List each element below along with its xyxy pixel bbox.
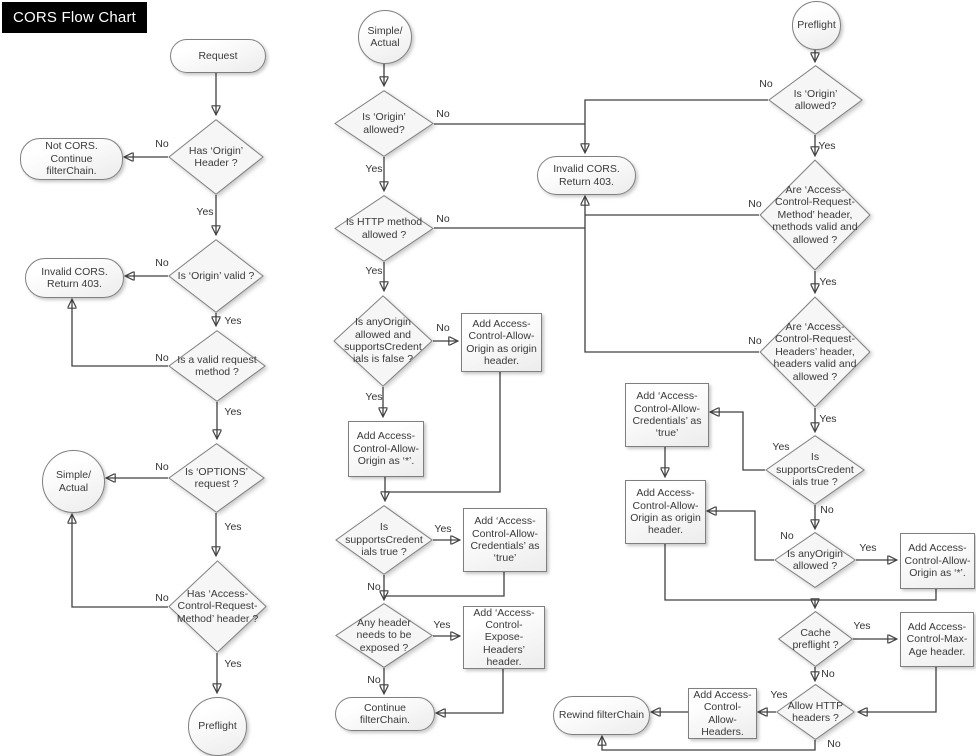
node-label: Request: [198, 49, 238, 62]
node-label: Are ‘Access-Control-Request-Headers’ header, headers valid and allowed ?: [773, 321, 857, 383]
allow-http-headers-decision: [776, 684, 855, 740]
add-allow-headers-process: [688, 688, 757, 739]
node-label: Is HTTP method allowed ?: [345, 216, 423, 241]
node-label: Add ‘Access-Control-Allow-Credentials’ as ‘true’: [470, 515, 540, 565]
edge-label-yes: Yes: [434, 523, 452, 535]
edge-label-no: No: [367, 581, 381, 593]
node-label: Is ‘OPTIONS’ request ?: [184, 465, 248, 490]
node-label: Has ‘Access-Control-Request-Method’ header ?: [176, 587, 259, 625]
mid-add-origin-header-process: [461, 313, 542, 372]
simple-actual-left-connector: [42, 450, 105, 513]
mid-http-method-decision: [334, 195, 434, 262]
node-label: Has ‘Origin’ Header ?: [188, 144, 244, 169]
node-label: Are ‘Access-Control-Request-Method’ header, methods valid and allowed ?: [772, 184, 858, 246]
node-label: Add ‘Access-Control-Allow-Credentials’ as ‘true’: [632, 390, 702, 440]
right-add-credentials-process: [625, 383, 709, 447]
add-max-age-process: [900, 612, 974, 667]
has-origin-header-decision: [168, 119, 264, 195]
node-label: Simple/ Actual: [367, 24, 403, 49]
mid-any-header-exposed-decision: [335, 603, 433, 668]
has-acrm-header-decision: [168, 560, 267, 653]
node-label: Allow HTTP headers ?: [787, 699, 844, 724]
edge-label-no: No: [748, 335, 762, 347]
mid-add-expose-headers-process: [463, 606, 545, 669]
edge-label-no: No: [436, 213, 450, 225]
mid-add-star-process: [348, 421, 424, 477]
connector: [711, 412, 765, 470]
edge-label-no: No: [780, 530, 794, 542]
invalid-cors-mid-terminator: [537, 156, 636, 195]
node-label: Preflight: [797, 19, 836, 32]
edge-label-yes: Yes: [433, 619, 451, 631]
node-label: Rewind filterChain: [558, 709, 645, 722]
is-options-decision: [168, 443, 265, 513]
preflight-right-connector: [792, 1, 841, 50]
right-origin-allowed-decision: [768, 65, 863, 135]
edge-label-yes: Yes: [365, 391, 383, 403]
continue-filterchain-terminator: [335, 697, 435, 731]
is-valid-method-decision: [168, 330, 266, 402]
mid-anyorigin-decision: [333, 295, 433, 387]
edge-label-no: No: [155, 352, 169, 364]
node-label: Cache preflight ?: [792, 626, 839, 651]
connector: [72, 300, 168, 366]
node-label: Preflight: [198, 720, 237, 733]
connector: [708, 511, 774, 560]
node-label: Is ‘Origin’ allowed?: [793, 87, 838, 112]
connector: [859, 665, 936, 712]
edge-label-no: No: [436, 322, 450, 334]
node-label: Add Access-Control-Allow-Origin as origin header.: [630, 487, 701, 537]
edge-label-no: No: [155, 592, 169, 604]
mid-origin-allowed-decision: [334, 90, 434, 157]
node-label: Is supportsCredent ials true ?: [345, 521, 423, 559]
node-label: Is anyOrigin allowed ?: [786, 547, 844, 572]
node-label: Is a valid request method ?: [177, 353, 257, 378]
edge-label-no: No: [748, 198, 762, 210]
node-label: Add Access-Control-Allow-Origin as ‘*’.: [904, 542, 971, 580]
edge-label-yes: Yes: [770, 689, 788, 701]
edge-label-no: No: [155, 138, 169, 150]
request-terminator: [170, 39, 266, 73]
node-label: Is supportsCredent ials true ?: [776, 451, 854, 489]
node-label: Is anyOrigin allowed and supportsCredent ials is false ?: [344, 316, 422, 366]
right-acr-headers-decision: [759, 296, 871, 408]
node-label: Add ‘Access-Control-Expose-Headers’ header.: [473, 606, 535, 669]
node-label: Is ‘Origin’ allowed?: [362, 111, 406, 136]
edge-label-no: No: [155, 257, 169, 269]
connector: [585, 197, 762, 352]
edge-label-yes: Yes: [859, 542, 877, 554]
edge-label-yes: Yes: [196, 206, 214, 218]
edge-label-no: No: [827, 738, 841, 750]
connector: [437, 667, 503, 713]
connector: [72, 515, 168, 607]
right-add-star-process: [900, 533, 975, 589]
node-label: Any header needs to be exposed ?: [356, 616, 412, 654]
not-cors-terminator: [20, 138, 123, 180]
connector: [585, 100, 768, 152]
edge-label-no: No: [820, 504, 834, 516]
edge-label-yes: Yes: [818, 140, 836, 152]
right-acr-method-decision: [759, 159, 871, 271]
edge-label-yes: Yes: [224, 315, 242, 327]
node-label: Add Access-Control-Allow-Headers.: [693, 688, 752, 738]
node-label: Simple/ Actual: [55, 469, 91, 494]
node-label: Continue filterChain.: [359, 701, 411, 726]
node-label: Not CORS. Continue filterChain.: [45, 140, 98, 178]
chart-title: CORS Flow Chart: [2, 2, 147, 33]
simple-actual-mid-connector: [358, 10, 412, 64]
edge-label-yes: Yes: [224, 658, 242, 670]
right-add-origin-header-process: [625, 480, 706, 544]
is-origin-valid-decision: [168, 239, 264, 313]
edge-label-no: No: [367, 674, 381, 686]
edge-label-no: No: [436, 108, 450, 120]
node-label: Add Access-Control-Allow-Origin as origin header.: [466, 317, 537, 367]
edge-label-yes: Yes: [772, 441, 790, 453]
rewind-filterchain-terminator: [553, 696, 650, 735]
mid-supports-credentials-decision: [335, 505, 433, 575]
node-label: Invalid CORS. Return 403.: [553, 163, 620, 188]
node-label: Add Access-Control-Allow-Origin as ‘*’.: [353, 430, 419, 468]
edge-label-yes: Yes: [224, 521, 242, 533]
edge-label-yes: Yes: [819, 276, 837, 288]
edge-label-yes: Yes: [853, 620, 871, 632]
node-label: Is ‘Origin’ valid ?: [177, 269, 255, 282]
edge-label-no: No: [155, 461, 169, 473]
edge-label-no: No: [821, 668, 835, 680]
preflight-left-connector: [188, 697, 247, 756]
edge-label-yes: Yes: [819, 413, 837, 425]
edge-label-yes: Yes: [224, 406, 242, 418]
node-label: Add Access-Control-Max-Age header.: [906, 620, 968, 658]
cache-preflight-decision: [778, 611, 853, 667]
edge-label-yes: Yes: [365, 265, 383, 277]
invalid-cors-left-terminator: [25, 258, 124, 298]
edge-label-yes: Yes: [365, 163, 383, 175]
node-label: Invalid CORS. Return 403.: [41, 265, 108, 290]
edge-label-no: No: [759, 78, 773, 90]
mid-add-credentials-process: [463, 508, 547, 572]
